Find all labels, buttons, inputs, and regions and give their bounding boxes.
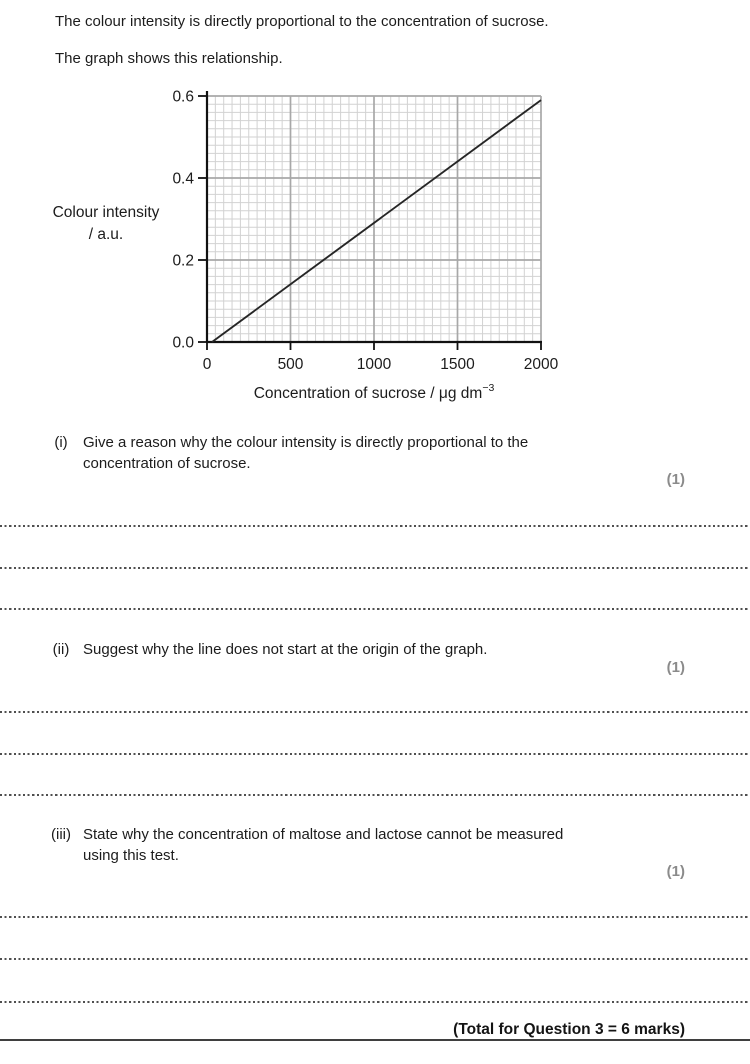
x-axis-label-superscript: −3: [482, 382, 495, 394]
svg-text:0.0: 0.0: [172, 334, 194, 352]
svg-text:0.4: 0.4: [172, 170, 194, 188]
question-iii-numeral: (iii): [51, 826, 71, 843]
svg-text:500: 500: [277, 356, 304, 373]
question-ii-text-line1: Suggest why the line does not start at the origin of the graph.: [83, 641, 488, 658]
svg-text:0: 0: [202, 356, 212, 373]
answer-line: [0, 916, 750, 918]
colour-intensity-graph: [0, 82, 750, 422]
x-axis-label: [254, 382, 495, 402]
question-ii-numeral: (ii): [52, 641, 70, 658]
x-axis-label-main: Concentration of sucrose / μg dm: [253, 385, 483, 402]
answer-line: [0, 958, 750, 960]
intro-line-1: The colour intensity is directly proportional to the concentration of sucrose.: [55, 13, 549, 30]
graph-data-line: [212, 100, 541, 342]
question-iii-text: [83, 824, 628, 866]
svg-text:0.2: 0.2: [172, 252, 194, 270]
question-i-marks: (1): [666, 471, 685, 488]
intro-line-2: The graph shows this relationship.: [55, 50, 283, 67]
question-i-text-line1: Give a reason why the colour intensity is directly proportional to the: [83, 434, 529, 451]
svg-text:1500: 1500: [440, 356, 475, 373]
question-i-numeral: (i): [54, 434, 68, 451]
answer-line: [0, 711, 750, 713]
y-axis-label-line1: Colour intensity: [52, 204, 160, 221]
y-axis-label-line2: / a.u.: [88, 226, 124, 243]
answer-line: [0, 753, 750, 755]
page-bottom-rule: [0, 1039, 750, 1041]
answer-line: [0, 567, 750, 569]
svg-text:0.6: 0.6: [172, 88, 194, 106]
question-ii-marks: (1): [666, 659, 685, 676]
total-marks-label: (Total for Question 3 = 6 marks): [453, 1021, 685, 1038]
svg-text:2000: 2000: [523, 356, 559, 373]
question-iii-text-line2: using this test.: [83, 847, 179, 864]
question-iii-text-line1: State why the concentration of maltose and lactose cannot be measured: [83, 826, 564, 843]
graph-grid: [207, 96, 541, 342]
question-i-text-line2: concentration of sucrose.: [83, 455, 251, 472]
question-iii-marks: (1): [666, 863, 685, 880]
svg-text:1000: 1000: [356, 356, 392, 373]
answer-line: [0, 525, 750, 527]
answer-line: [0, 608, 750, 610]
answer-line: [0, 1001, 750, 1003]
question-i-text: [83, 432, 628, 474]
answer-line: [0, 794, 750, 796]
question-ii-text: [83, 639, 628, 660]
